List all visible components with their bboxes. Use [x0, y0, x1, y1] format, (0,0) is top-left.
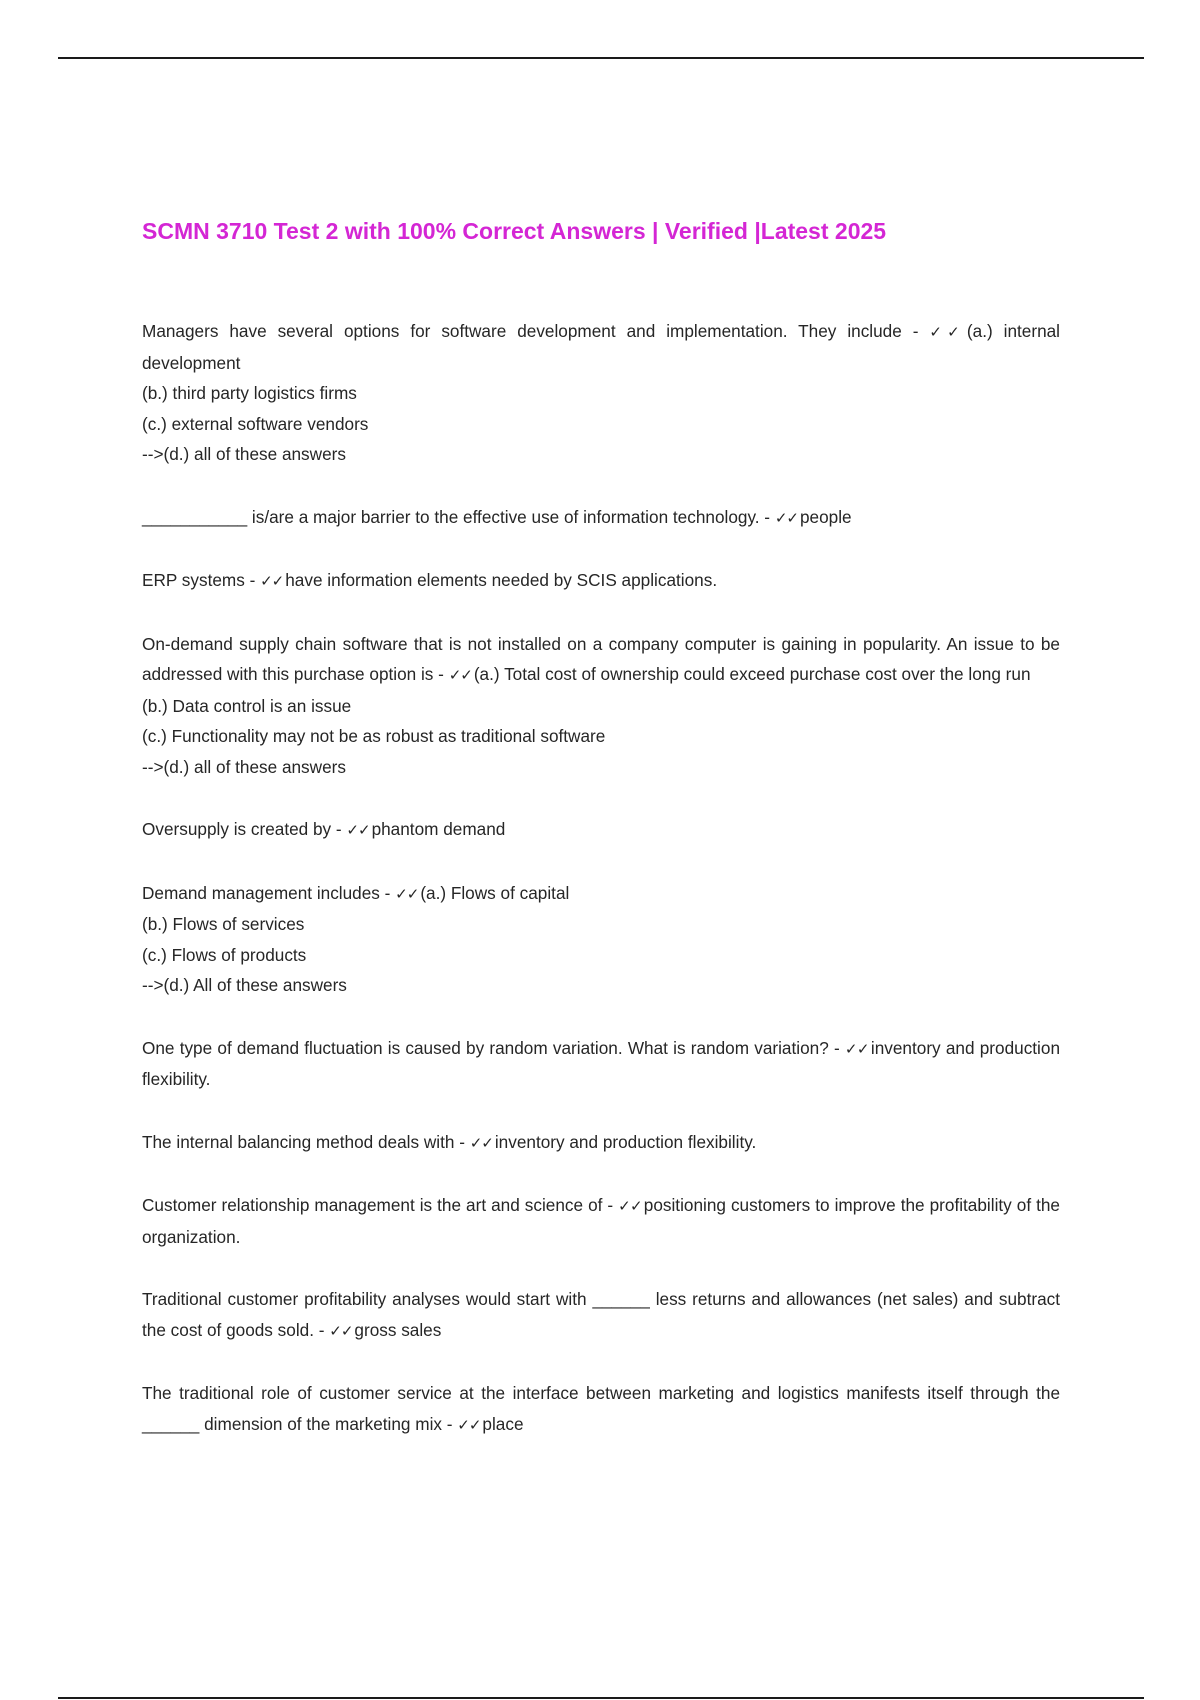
check-icon: ✓✓	[448, 666, 472, 684]
check-icon: ✓✓	[395, 884, 419, 903]
qa-item-4	[142, 629, 1060, 783]
option-line: -->(d.) All of these answers	[142, 975, 347, 995]
check-icon: ✓✓	[618, 1197, 642, 1215]
question-text: Demand management includes -	[142, 882, 396, 903]
option-line: (c.) Functionality may not be as robust as traditional software	[142, 726, 606, 746]
option-line: -->(d.) all of these answers	[142, 444, 346, 464]
option-line: (c.) Flows of products	[142, 944, 307, 965]
answer-text: inventory and production flexibility.	[494, 1131, 757, 1152]
check-icon: ✓✓	[346, 821, 370, 839]
check-icon: ✓✓	[774, 508, 798, 527]
question-text: ERP systems -	[142, 570, 261, 590]
check-icon: ✓✓	[457, 1415, 481, 1434]
document-title: SCMN 3710 Test 2 with 100% Correct Answers | Verified |Latest 2025	[142, 218, 887, 244]
qa-line	[142, 878, 1060, 910]
qa-line	[142, 1033, 1060, 1095]
qa-line	[142, 1127, 1060, 1159]
answer-text: phantom demand	[371, 819, 506, 839]
qa-item-10	[142, 1284, 1060, 1346]
option-line: (c.) external software vendors	[142, 413, 369, 434]
qa-item-2	[142, 502, 1060, 534]
qa-item-6	[142, 878, 1060, 1001]
qa-line	[142, 1378, 1060, 1440]
option-line: -->(d.) all of these answers	[142, 756, 346, 777]
bottom-rule	[58, 1697, 1144, 1699]
answer-text: (a.) Flows of capital	[420, 882, 570, 903]
question-text: Managers have several options for software development and implementation. They include -	[142, 321, 930, 341]
qa-line	[142, 814, 1060, 846]
question-text: The traditional role of customer service at the interface between marketing and logistics manifests itself through the ______ dimension of the marketing mix -	[142, 1383, 1060, 1434]
check-icon: ✓✓	[329, 1321, 353, 1340]
qa-line	[142, 502, 1060, 534]
answer-text: positioning customers to improve the profitability of the organization.	[142, 1195, 1060, 1247]
question-text: On-demand supply chain software that is not installed on a company computer is gaining in popularity. An issue to be addressed with this purchase option is -	[142, 633, 1060, 684]
answer-text: people	[799, 506, 852, 527]
answer-text: (a.) Total cost of ownership could exceed purchase cost over the long run	[473, 664, 1031, 684]
qa-item-5	[142, 814, 1060, 846]
top-rule	[58, 57, 1144, 59]
qa-line	[142, 565, 1060, 597]
check-icon: ✓✓	[260, 572, 284, 590]
check-icon: ✓✓	[469, 1133, 493, 1152]
check-icon: ✓✓	[929, 323, 965, 341]
answer-text: (a.) internal development	[142, 321, 1061, 373]
question-text: The internal balancing method deals with -	[142, 1131, 470, 1152]
question-text: One type of demand fluctuation is caused by random variation. What is random variation? -	[142, 1037, 845, 1058]
answer-text: place	[482, 1413, 524, 1434]
qa-item-8	[142, 1127, 1060, 1159]
check-icon: ✓✓	[844, 1039, 869, 1058]
qa-line	[142, 1284, 1060, 1346]
option-line: (b.) Data control is an issue	[142, 695, 352, 716]
qa-item-7	[142, 1033, 1060, 1095]
qa-item-11	[142, 1378, 1060, 1440]
qa-item-1	[142, 316, 1060, 470]
qa-item-9	[142, 1190, 1060, 1252]
qa-list	[142, 316, 1060, 1472]
option-line: (b.) third party logistics firms	[142, 383, 357, 403]
answer-text: inventory and production flexibility.	[142, 1037, 1060, 1089]
qa-item-3	[142, 565, 1060, 597]
answer-text: have information elements needed by SCIS applications.	[285, 570, 718, 590]
qa-line	[142, 316, 1060, 378]
question-text: Traditional customer profitability analyses would start with ______ less returns and allowances (net sales) and subtract the cost of goods sold. -	[142, 1289, 1060, 1340]
question-text: Customer relationship management is the art and science of -	[142, 1195, 619, 1215]
question-text: Oversupply is created by -	[142, 819, 347, 839]
qa-line	[142, 629, 1060, 691]
answer-text: gross sales	[354, 1319, 442, 1340]
qa-line	[142, 1190, 1060, 1252]
question-text: ___________ is/are a major barrier to the effective use of information technology. -	[142, 506, 775, 527]
option-line: (b.) Flows of services	[142, 914, 305, 934]
